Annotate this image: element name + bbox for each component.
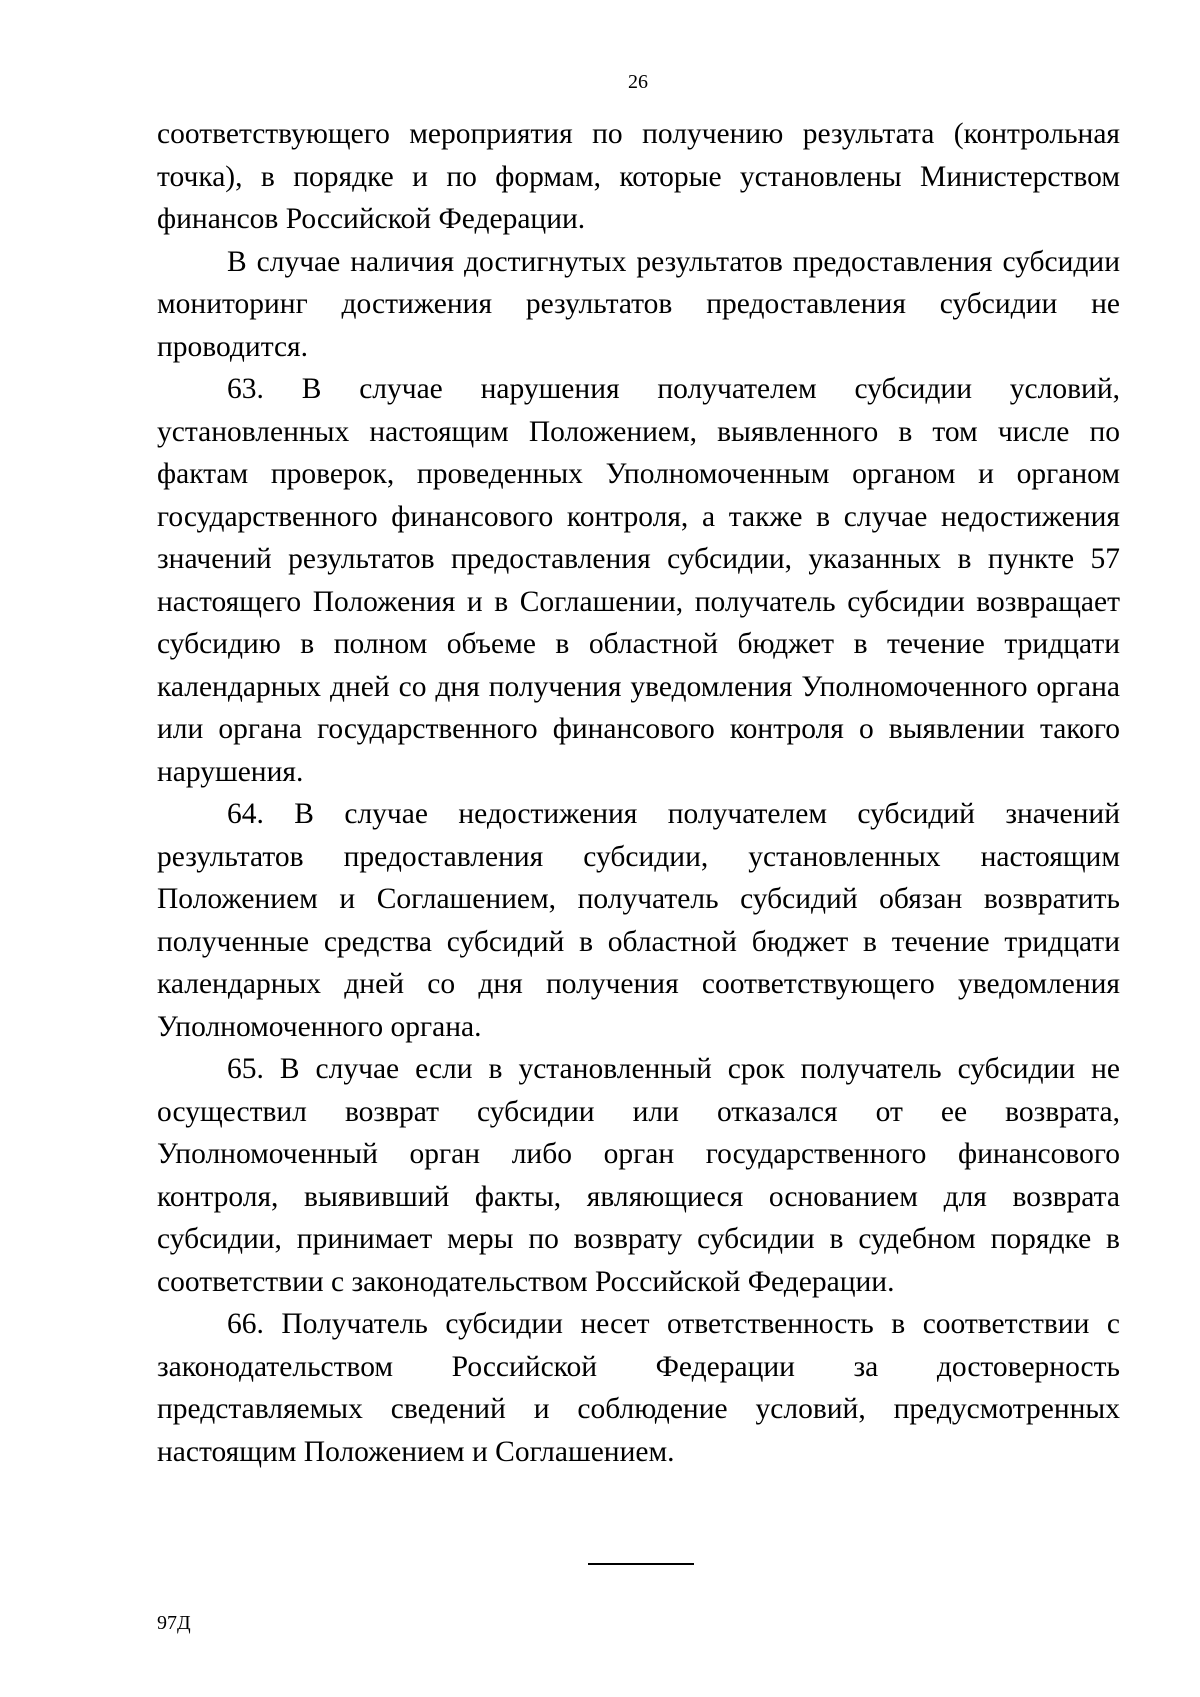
document-body bbox=[157, 113, 1120, 1473]
end-divider bbox=[588, 1563, 694, 1565]
paragraph-no-monitoring: В случае наличия достигнутых результатов предоставления субсидии мониторинг достижения результатов предоставления субсидии не проводится. bbox=[157, 245, 1120, 363]
page-number: 26 bbox=[628, 71, 648, 93]
paragraph-63: 63. В случае нарушения получателем субсидии условий, установленных настоящим Положением, выявленного в том числе по фактам проверок, проведенных Уполномоченным органом и органом государственного финансового контроля, а также в случае недостижения значений результатов предоставления субсидии, указанных в пункте 57 настоящего Положения и в Соглашении, получатель субсидии возвращает субсидию в полном объеме в областной бюджет в течение тридцати календарных дней со дня получения уведомления Уполномоченного органа или органа государственного финансового контроля о выявлении такого нарушения. bbox=[157, 373, 1120, 788]
paragraph-66: 66. Получатель субсидии несет ответственность в соответствии с законодательством Российской Федерации за достоверность представляемых сведений и соблюдение условий, предусмотренных настоящим Положением и Соглашением. bbox=[157, 1308, 1120, 1468]
paragraph-65: 65. В случае если в установленный срок получатель субсидии не осуществил возврат субсидии или отказался от ее возврата, Уполномоченный орган либо орган государственного финансового контроля, выявивший факты, являющиеся основанием для возврата субсидии, принимает меры по возврату субсидии в судебном порядке в соответствии с законодательством Российской Федерации. bbox=[157, 1053, 1120, 1298]
paragraph-64: 64. В случае недостижения получателем субсидий значений результатов предоставления субсидии, установленных настоящим Положением и Соглашением, получатель субсидий обязан возвратить полученные средства субсидий в областной бюджет в течение тридцати календарных дней со дня получения соответствующего уведомления Уполномоченного органа. bbox=[157, 798, 1120, 1043]
footer-code: 97Д bbox=[157, 1612, 191, 1634]
paragraph-continuation: соответствующего мероприятия по получению результата (контрольная точка), в порядке и по формам, которые установлены Министерством финансов Российской Федерации. bbox=[157, 118, 1120, 235]
